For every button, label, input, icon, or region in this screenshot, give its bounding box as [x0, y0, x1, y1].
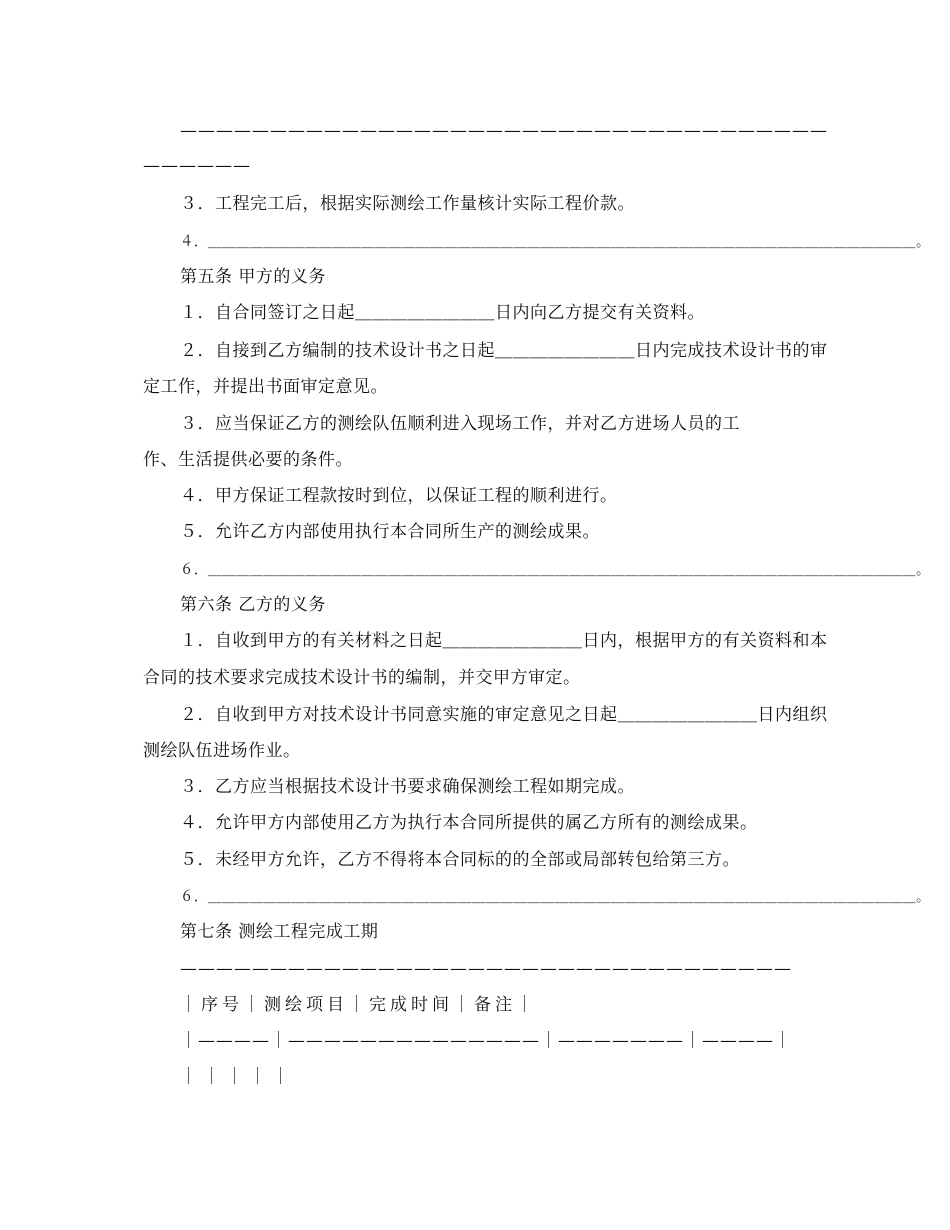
clause-7-heading: 第七条 测绘工程完成工期 — [180, 922, 379, 942]
clause-6-item-1-cont: 合同的技术要求完成技术设计书的编制，并交甲方审定。 — [143, 668, 581, 688]
clause-6-item-6-blank: ６．＿＿＿＿＿＿＿＿＿＿＿＿＿＿＿＿＿＿＿＿＿＿＿＿＿＿＿＿＿＿＿＿＿＿＿＿＿＿＿＿＿＿＿＿＿＿＿＿＿＿＿。 — [180, 887, 930, 905]
table-header-row: ｜序号｜测绘项目｜完成时间｜备注｜ — [180, 995, 537, 1015]
clause-6-item-5: ５．未经甲方允许，乙方不得将本合同标的的全部或局部转包给第三方。 — [180, 850, 740, 870]
clause-5-item-2-cont: 定工作，并提出书面审定意见。 — [143, 377, 388, 397]
clause-6-item-3: ３．乙方应当根据技术设计书要求确保测绘工程如期完成。 — [180, 777, 635, 797]
table-header-divider: ｜————｜——————————————｜———————｜————｜ — [180, 1031, 792, 1051]
clause-5-heading: 第五条 甲方的义务 — [180, 267, 326, 287]
clause-4-item-3: ３．工程完工后，根据实际测绘工作量核计实际工程价款。 — [180, 194, 635, 214]
separator-line-continued: —————— — [143, 156, 251, 176]
separator-line: ———————————————————————————————————— — [180, 121, 828, 141]
clause-5-item-3-cont: 作、生活提供必要的条件。 — [143, 450, 353, 470]
table-empty-row: ｜｜｜｜｜ — [180, 1067, 295, 1087]
clause-5-item-6-blank: ６．＿＿＿＿＿＿＿＿＿＿＿＿＿＿＿＿＿＿＿＿＿＿＿＿＿＿＿＿＿＿＿＿＿＿＿＿＿＿＿＿＿＿＿＿＿＿＿＿＿＿＿。 — [180, 560, 930, 578]
table-top-border: —————————————————————————————————— — [180, 959, 792, 979]
clause-6-item-2-cont: 测绘队伍进场作业。 — [143, 741, 301, 761]
clause-4-item-4-blank: ４．＿＿＿＿＿＿＿＿＿＿＿＿＿＿＿＿＿＿＿＿＿＿＿＿＿＿＿＿＿＿＿＿＿＿＿＿＿＿＿＿＿＿＿＿＿＿＿＿＿＿＿。 — [180, 232, 930, 250]
clause-6-item-4: ４．允许甲方内部使用乙方为执行本合同所提供的属乙方所有的测绘成果。 — [180, 813, 758, 833]
clause-5-item-1: １．自合同签订之日起＿＿＿＿＿＿＿＿日内向乙方提交有关资料。 — [180, 303, 705, 323]
clause-5-item-3: ３．应当保证乙方的测绘队伍顺利进入现场工作，并对乙方进场人员的工 — [180, 414, 740, 434]
clause-6-item-2: ２．自收到甲方对技术设计书同意实施的审定意见之日起＿＿＿＿＿＿＿＿日内组织 — [180, 705, 828, 725]
clause-5-item-4: ４．甲方保证工程款按时到位，以保证工程的顺利进行。 — [180, 486, 618, 506]
clause-5-item-5: ５．允许乙方内部使用执行本合同所生产的测绘成果。 — [180, 522, 600, 542]
clause-5-item-2: ２．自接到乙方编制的技术设计书之日起＿＿＿＿＿＿＿＿日内完成技术设计书的审 — [180, 341, 828, 361]
clause-6-heading: 第六条 乙方的义务 — [180, 595, 326, 615]
clause-6-item-1: １．自收到甲方的有关材料之日起＿＿＿＿＿＿＿＿日内，根据甲方的有关资料和本 — [180, 631, 828, 651]
